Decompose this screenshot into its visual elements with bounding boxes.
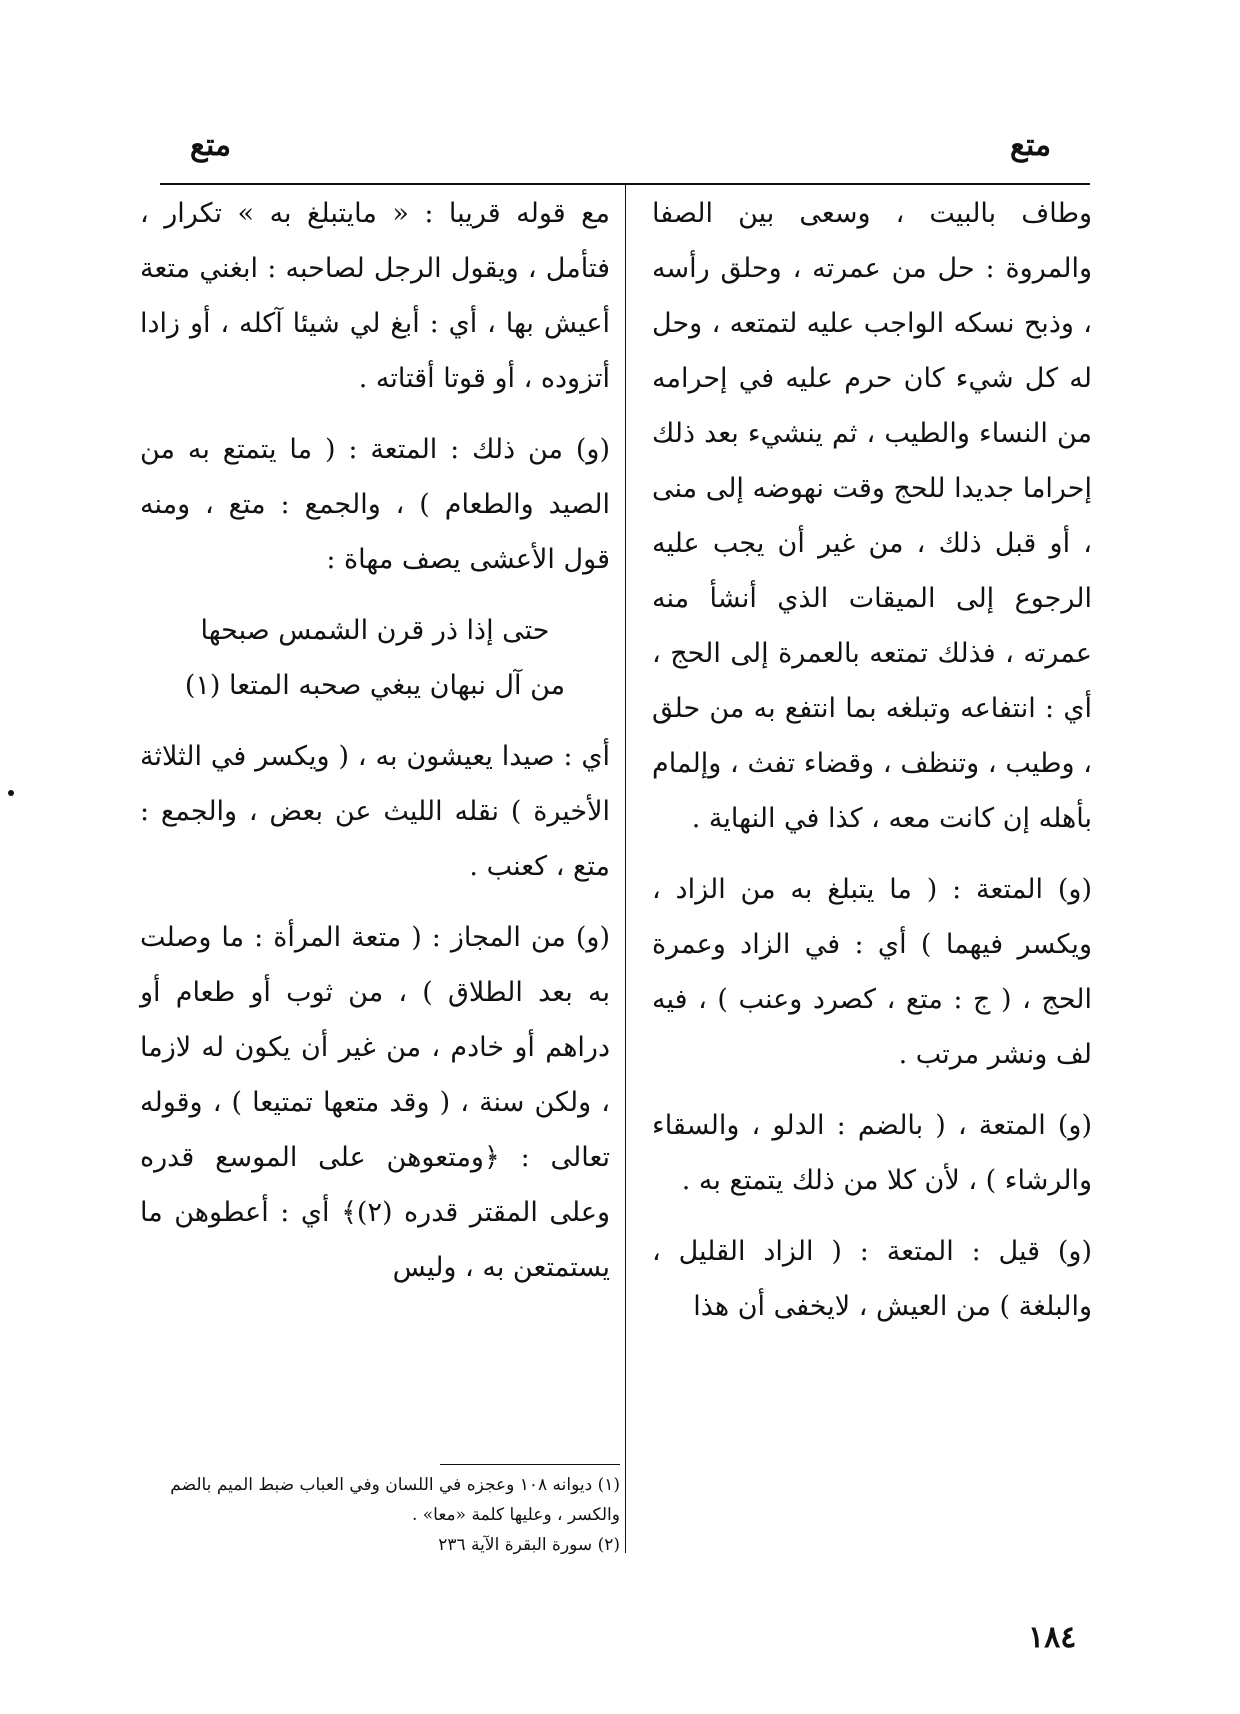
- poem-verse: [140, 603, 610, 713]
- right-paragraph-2: (و) المتعة : ( ما يتبلغ به من الزاد ، ويكسر فيهما ) أي : في الزاد وعمرة الحج ، ( ج : متع ، كصرد وعنب ) ، فيه لف ونشر مرتب .: [652, 874, 1092, 1070]
- poem-line-2: من آل نبهان يبغي صحبه المتعا (١): [184, 670, 566, 701]
- page-number: ١٨٤: [1028, 1620, 1077, 1655]
- footnotes: [140, 1470, 620, 1560]
- left-paragraph-4: (و) من المجاز : ( متعة المرأة : ما وصلت به بعد الطلاق ) ، من ثوب أو طعام أو دراهم أو خادم ، من غير أن يكون له لازما ، ولكن سنة ، ( وقد متعها تمتيعا ) ، وقوله تعالى : ﴿ومتعوهن على الموسع قدره وعلى المقتر قدره (٢)﴾ أي : أعطوهن ما يستمتعن به ، وليس: [140, 922, 610, 1283]
- left-paragraph-1: مع قوله قريبا : « مايتبلغ به » تكرار ، فتأمل ، ويقول الرجل لصاحبه : ابغني متعة أعيش بها ، أي : أبغ لي شيئا آكله ، أو زادا أتزوده ، أو قوتا أقتاته .: [140, 198, 610, 394]
- column-divider: [625, 183, 626, 1553]
- right-paragraph-3: (و) المتعة ، ( بالضم : الدلو ، والسقاء والرشاء ) ، لأن كلا من ذلك يتمتع به .: [652, 1110, 1092, 1196]
- left-paragraph-2: (و) من ذلك : المتعة : ( ما يتمتع به من الصيد والطعام ) ، والجمع : متع ، ومنه قول الأعشى يصف مهاة :: [140, 434, 610, 575]
- running-head-left: متع: [190, 128, 232, 163]
- running-head-right: متع: [1010, 128, 1052, 163]
- poem-line-1: حتى إذا ذر قرن الشمس صبحها: [200, 615, 550, 646]
- left-column: [140, 186, 610, 1311]
- footnote-2: (٢) سورة البقرة الآية ٢٣٦: [438, 1535, 620, 1555]
- right-column: [652, 186, 1092, 1350]
- left-paragraph-3: أي : صيدا يعيشون به ، ( ويكسر في الثلاثة الأخيرة ) نقله الليث عن بعض ، والجمع : متع ، كعنب .: [140, 741, 610, 882]
- footnote-rule: [440, 1464, 620, 1465]
- footnote-1: (١) ديوانه ١٠٨ وعجزه في اللسان وفي العباب ضبط الميم بالضم والكسر ، وعليها كلمة «معا» .: [170, 1475, 620, 1525]
- right-paragraph-1: وطاف بالبيت ، وسعى بين الصفا والمروة : حل من عمرته ، وحلق رأسه ، وذبح نسكه الواجب عليه لتمتعه ، وحل له كل شيء كان حرم عليه في إحرامه من النساء والطيب ، ثم ينشيء بعد ذلك إحراما جديدا للحج وقت نهوضه إلى منى ، أو قبل ذلك ، من غير أن يجب عليه الرجوع إلى الميقات الذي أنشأ منه عمرته ، فذلك تمتعه بالعمرة إلى الحج ، أي : انتفاعه وتبلغه بما انتفع به من حلق ، وطيب ، وتنظف ، وقضاء تفث ، وإلمام بأهله إن كانت معه ، كذا في النهاية .: [652, 198, 1092, 834]
- right-paragraph-4: (و) قيل : المتعة : ( الزاد القليل ، والبلغة ) من العيش ، لايخفى أن هذا: [652, 1236, 1092, 1322]
- margin-mark: [8, 790, 14, 796]
